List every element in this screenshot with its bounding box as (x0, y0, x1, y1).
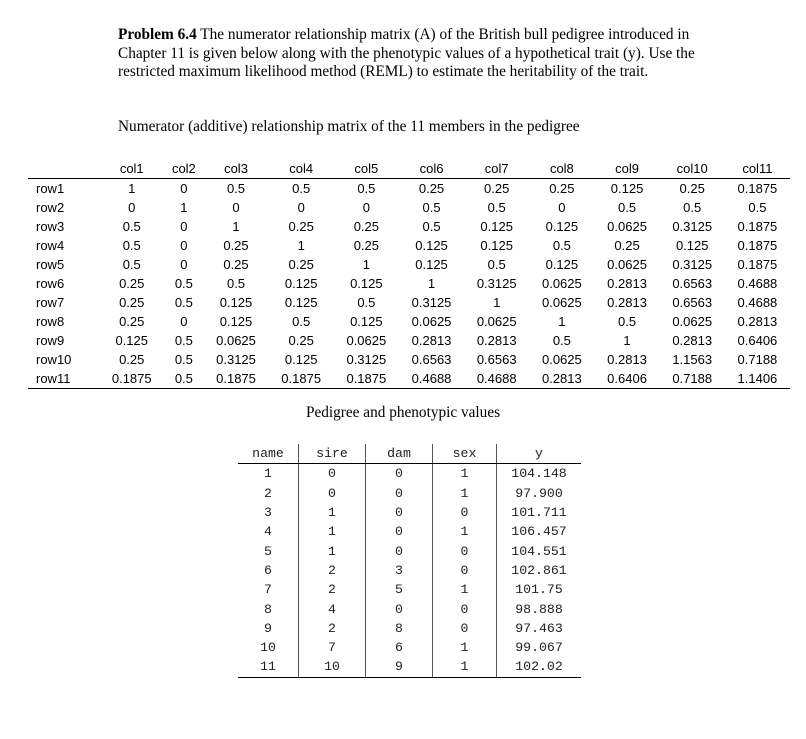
matrix-row (28, 312, 790, 331)
matrix-cell: 0.5 (552, 238, 571, 253)
matrix-cell: 1.1406 (725, 369, 790, 389)
pedigree-row (238, 484, 581, 503)
pedigree-cell-sex: 1 (433, 522, 497, 541)
pedigree-row (238, 522, 581, 541)
matrix-cell: 0.3125 (672, 219, 713, 234)
matrix-cell: 0.5 (422, 200, 441, 215)
pedigree-cell-y: 101.75 (515, 582, 563, 598)
pedigree-row (238, 599, 581, 618)
pedigree-cell-name: 7 (238, 580, 299, 599)
matrix-row (28, 236, 790, 255)
matrix-cell: 0.125 (219, 295, 253, 310)
matrix-cell: 0.25 (353, 219, 379, 234)
matrix-cell: 1 (232, 219, 240, 234)
pedigree-cell-sire: 1 (299, 522, 366, 541)
pedigree-cell-sex: 1 (433, 657, 497, 677)
matrix-cell: 0.125 (675, 238, 709, 253)
matrix-cell: 0.125 (415, 238, 448, 253)
matrix-cell: 0.25 (288, 257, 314, 272)
pedigree-cell-dam: 0 (366, 541, 433, 560)
matrix-cell: 0.5 (748, 200, 767, 215)
matrix-cell: 1 (623, 333, 631, 348)
pedigree-cell-y: 97.463 (515, 620, 563, 636)
pedigree-row (238, 541, 581, 560)
matrix-cell: 0.25 (353, 238, 379, 253)
matrix-row-label: row11 (28, 369, 99, 389)
matrix-cell: 1 (362, 257, 370, 272)
matrix-cell: 0.125 (415, 257, 448, 272)
pedigree-cell-name: 11 (238, 657, 299, 677)
pedigree-cell-sex: 1 (433, 580, 497, 599)
matrix-cell: 0.125 (545, 219, 579, 234)
matrix-row-label: row8 (36, 314, 65, 329)
pedigree-cell-sex: 0 (433, 561, 497, 580)
pedigree-cell-sire: 10 (299, 657, 366, 677)
matrix-cell: 0.6563 (476, 352, 517, 367)
matrix-cell: 0 (180, 314, 188, 329)
matrix-row-label: row10 (36, 352, 72, 367)
pedigree-row (238, 464, 581, 484)
header-dam: dam (366, 444, 433, 464)
matrix-cell: 0.0625 (607, 257, 647, 272)
pedigree-cell-sex: 1 (433, 638, 497, 657)
matrix-cell: 0.25 (288, 219, 314, 234)
matrix-cell: 0.2813 (737, 314, 778, 329)
matrix-cell: 0.3125 (346, 352, 387, 367)
matrix-cell: 0 (232, 200, 240, 215)
matrix-cell: 0.5 (618, 200, 637, 215)
matrix-cell: 1 (558, 314, 566, 329)
matrix-cell: 0.5 (292, 181, 311, 196)
matrix-cell: 0.5 (552, 333, 571, 348)
matrix-cell: 0.5 (683, 200, 702, 215)
matrix-cell: 0.5 (422, 219, 441, 234)
pedigree-cell-sire: 2 (299, 619, 366, 638)
matrix-cell: 0.2813 (607, 276, 647, 291)
matrix-column-header: col11 (725, 158, 790, 179)
matrix-cell: 0.6563 (411, 352, 452, 367)
matrix-cell: 0.125 (610, 181, 644, 196)
matrix-cell: 0.3125 (216, 352, 256, 367)
matrix-cell: 0.5 (122, 257, 141, 272)
pedigree-cell-sex: 0 (433, 503, 497, 522)
matrix-row-label: row4 (36, 238, 65, 253)
matrix-column-header: col2 (164, 158, 203, 179)
matrix-cell: 0.2813 (672, 333, 713, 348)
matrix-cell: 0 (180, 219, 188, 234)
matrix-column-header: col3 (203, 158, 268, 179)
pedigree-cell-sex: 0 (433, 541, 497, 560)
matrix-cell: 0 (180, 257, 188, 272)
matrix-row-label: row5 (36, 257, 65, 272)
matrix-cell: 0 (362, 200, 370, 215)
matrix-cell: 0.2813 (476, 333, 517, 348)
matrix-column-header: col9 (594, 158, 659, 179)
pedigree-cell-dam: 0 (366, 522, 433, 541)
header-y: y (497, 444, 582, 464)
pedigree-row (238, 638, 581, 657)
matrix-cell: 0.0625 (672, 314, 713, 329)
pedigree-cell-dam: 5 (366, 580, 433, 599)
matrix-cell: 0.125 (284, 295, 318, 310)
pedigree-cell-dam: 0 (366, 464, 433, 484)
matrix-row (28, 217, 790, 236)
matrix-cell: 0.25 (119, 352, 145, 367)
pedigree-header-row (238, 444, 581, 464)
matrix-row (28, 255, 790, 274)
header-sex: sex (433, 444, 497, 464)
matrix-row-label: row6 (36, 276, 65, 291)
pedigree-cell-sire: 1 (299, 503, 366, 522)
matrix-row-label: row1 (36, 181, 65, 196)
matrix-row (28, 274, 790, 293)
matrix-cell: 0.0625 (607, 219, 647, 234)
matrix-row (28, 179, 790, 199)
matrix-row (28, 331, 790, 350)
pedigree-cell-dam: 0 (366, 503, 433, 522)
matrix-cell: 1 (427, 276, 436, 291)
matrix-cell: 0.1875 (203, 369, 268, 389)
problem-statement (118, 26, 708, 82)
matrix-cell: 0.2813 (607, 352, 647, 367)
matrix-row-label: row3 (36, 219, 65, 234)
pedigree-row (238, 503, 581, 522)
pedigree-cell-y: 102.02 (497, 657, 582, 677)
matrix-row-label: row7 (36, 295, 65, 310)
pedigree-cell-y: 98.888 (515, 601, 563, 617)
matrix-cell: 0.25 (679, 181, 705, 196)
matrix-cell: 0.5 (174, 333, 193, 348)
matrix-cell: 0.1875 (334, 369, 399, 389)
pedigree-cell-name: 4 (238, 522, 299, 541)
matrix-row-label: row2 (36, 200, 65, 215)
matrix-cell: 0 (180, 238, 188, 253)
pedigree-cell-dam: 3 (366, 561, 433, 580)
matrix-cell: 1 (297, 238, 305, 253)
matrix-cell: 0.25 (223, 257, 249, 272)
pedigree-cell-sire: 1 (299, 541, 366, 560)
matrix-row (28, 350, 790, 369)
pedigree-cell-y: 106.457 (511, 524, 567, 540)
matrix-column-header: col4 (269, 158, 334, 179)
matrix-cell: 0.4688 (737, 276, 778, 291)
pedigree-cell-dam: 0 (366, 599, 433, 618)
pedigree-row (238, 657, 581, 677)
matrix-cell: 0.25 (223, 238, 249, 253)
pedigree-cell-y: 101.711 (511, 505, 567, 521)
matrix-cell: 0.1875 (737, 219, 778, 234)
matrix-cell: 0.25 (119, 276, 145, 291)
matrix-cell: 0 (180, 181, 188, 196)
matrix-cell: 0.125 (480, 219, 513, 234)
pedigree-row (238, 561, 581, 580)
matrix-cell: 0.25 (119, 314, 145, 329)
pedigree-cell-sire: 0 (299, 484, 366, 503)
matrix-column-header: col7 (464, 158, 529, 179)
matrix-column-header: col1 (99, 158, 164, 179)
matrix-cell: 0.5 (487, 257, 506, 272)
matrix-caption: Numerator (additive) relationship matrix of the 11 members in the pedigree (118, 118, 580, 135)
pedigree-row (238, 619, 581, 638)
pedigree-cell-name: 5 (238, 541, 299, 560)
matrix-column-header: col5 (334, 158, 399, 179)
matrix-cell: 0.5 (618, 314, 637, 329)
pedigree-cell-dam: 0 (366, 484, 433, 503)
matrix-cell: 0.4688 (464, 369, 529, 389)
matrix-cell: 0.125 (219, 314, 253, 329)
matrix-cell: 0 (297, 200, 305, 215)
matrix-column-header: col8 (529, 158, 594, 179)
matrix-row (28, 369, 790, 389)
pedigree-cell-y: 104.148 (511, 466, 567, 482)
pedigree-cell-sex: 1 (433, 464, 497, 484)
matrix-header-row (28, 158, 790, 179)
matrix-cell: 0.125 (480, 238, 513, 253)
pedigree-cell-name: 10 (238, 638, 299, 657)
pedigree-cell-dam: 9 (366, 657, 433, 677)
matrix-cell: 0.2813 (529, 369, 594, 389)
matrix-cell: 0.125 (284, 352, 318, 367)
matrix-cell: 1.1563 (672, 352, 713, 367)
pedigree-cell-y: 97.900 (515, 485, 563, 501)
matrix-cell: 0.5 (174, 276, 193, 291)
matrix-cell: 0.5 (487, 200, 506, 215)
matrix-cell: 0.25 (614, 238, 640, 253)
matrix-cell: 0.25 (484, 181, 510, 196)
pedigree-cell-y: 102.861 (511, 562, 567, 578)
matrix-cell: 0.5 (122, 238, 141, 253)
matrix-cell: 0.5 (122, 219, 141, 234)
matrix-cell: 1 (180, 200, 188, 215)
matrix-row (28, 293, 790, 312)
pedigree-cell-sex: 0 (433, 619, 497, 638)
pedigree-cell-name: 2 (238, 484, 299, 503)
matrix-cell: 0.0625 (346, 333, 387, 348)
matrix-cell: 0.1875 (737, 238, 778, 253)
matrix-cell: 1 (493, 295, 501, 310)
matrix-cell: 0.5 (292, 314, 311, 329)
matrix-cell: 0.7188 (660, 369, 725, 389)
matrix-cell: 0.5 (357, 181, 376, 196)
pedigree-cell-name: 8 (238, 599, 299, 618)
matrix-cell: 0.6406 (737, 333, 778, 348)
pedigree-cell-name: 3 (238, 503, 299, 522)
matrix-cell: 0.4688 (737, 295, 778, 310)
pedigree-cell-sex: 0 (433, 599, 497, 618)
matrix-cell: 0.25 (418, 181, 445, 196)
pedigree-cell-sire: 2 (299, 580, 366, 599)
matrix-cell: 0.0625 (476, 314, 517, 329)
pedigree-cell-y: 99.067 (515, 640, 563, 656)
header-name: name (238, 444, 299, 464)
matrix-cell: 0.6406 (594, 369, 659, 389)
matrix-column-header: col10 (660, 158, 725, 179)
matrix-cell: 0.1875 (737, 257, 778, 272)
matrix-cell: 0.1875 (269, 369, 334, 389)
pedigree-cell-sire: 4 (299, 599, 366, 618)
matrix-cell: 0.4688 (399, 369, 464, 389)
relationship-matrix-table (28, 158, 790, 389)
pedigree-cell-sire: 0 (299, 464, 366, 484)
matrix-cell: 0.2813 (411, 333, 452, 348)
matrix-cell: 1 (128, 181, 136, 196)
matrix-cell: 0.7188 (737, 352, 778, 367)
matrix-cell: 0.125 (545, 257, 579, 272)
pedigree-cell-name: 6 (238, 561, 299, 580)
matrix-cell: 0.125 (284, 276, 318, 291)
matrix-row-label: row9 (36, 333, 65, 348)
matrix-column-header: col6 (399, 158, 464, 179)
matrix-cell: 0.0625 (541, 352, 582, 367)
matrix-cell: 0.5 (226, 276, 246, 291)
matrix-cell: 0.125 (350, 314, 383, 329)
matrix-cell: 0.25 (119, 295, 145, 310)
matrix-cell: 0.125 (115, 333, 149, 348)
pedigree-cell-dam: 6 (366, 638, 433, 657)
matrix-cell: 0.2813 (607, 295, 647, 310)
matrix-cell: 0.3125 (672, 257, 713, 272)
matrix-cell: 0.6563 (672, 276, 713, 291)
matrix-cell: 0.0625 (541, 295, 582, 310)
pedigree-row (238, 580, 581, 599)
matrix-cell: 0 (128, 200, 136, 215)
matrix-cell: 0.25 (288, 333, 314, 348)
matrix-cell: 0.125 (350, 276, 383, 291)
matrix-cell: 0.6563 (672, 295, 713, 310)
pedigree-cell-name: 9 (238, 619, 299, 638)
matrix-cell: 0 (558, 200, 566, 215)
matrix-cell: 0.5 (164, 369, 203, 389)
pedigree-table (238, 444, 581, 678)
problem-text: The numerator relationship matrix (A) of the British bull pedigree introduced in Chapter 11 is given below along with the phenotypic values of a hypothetical trait (y). Use the restricted maximum likelihood method (REML) to estimate the heritability of the trait. (118, 26, 695, 80)
pedigree-cell-dam: 8 (366, 619, 433, 638)
matrix-cell: 0.0625 (541, 276, 582, 291)
matrix-cell: 0.5 (226, 181, 246, 196)
pedigree-caption: Pedigree and phenotypic values (305, 404, 501, 421)
matrix-cell: 0.0625 (411, 314, 452, 329)
pedigree-cell-sire: 2 (299, 561, 366, 580)
matrix-cell: 0.5 (357, 295, 376, 310)
pedigree-cell-y: 104.551 (511, 543, 567, 559)
matrix-row (28, 198, 790, 217)
matrix-cell: 0.5 (174, 352, 193, 367)
matrix-cell: 0.3125 (411, 295, 452, 310)
pedigree-cell-sire: 7 (299, 638, 366, 657)
matrix-cell: 0.1875 (99, 369, 164, 389)
matrix-cell: 0.0625 (216, 333, 256, 348)
matrix-cell: 0.3125 (476, 276, 517, 291)
header-sire: sire (299, 444, 366, 464)
matrix-cell: 0.25 (549, 181, 575, 196)
matrix-cell: 0.1875 (737, 181, 778, 196)
matrix-corner-cell (28, 158, 99, 179)
pedigree-cell-sex: 1 (433, 484, 497, 503)
matrix-cell: 0.5 (174, 295, 193, 310)
problem-label: Problem 6.4 (118, 26, 197, 43)
pedigree-cell-name: 1 (238, 464, 299, 484)
